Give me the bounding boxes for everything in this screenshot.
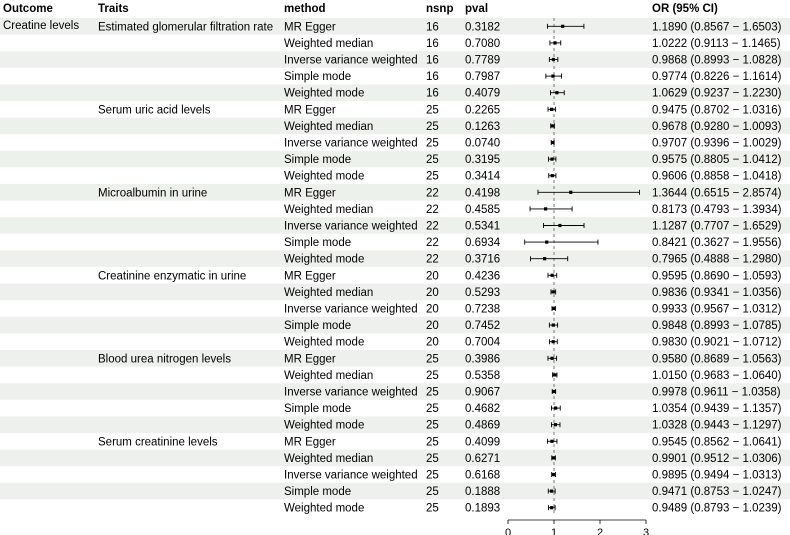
pval-value: 0.4236: [465, 270, 501, 283]
pval-value: 0.3414: [465, 170, 501, 183]
method-label: MR Egger: [284, 21, 336, 34]
header-outcome: Outcome: [3, 3, 53, 15]
point-estimate: [552, 340, 555, 343]
point-estimate: [544, 207, 547, 210]
pval-value: 0.1888: [465, 486, 501, 499]
outcome-label: Creatine levels: [3, 20, 80, 32]
method-label: Weighted median: [284, 37, 374, 50]
or-ci-value: 0.9606 (0.8858 − 1.0418): [652, 170, 782, 183]
trait-label: Creatinine enzymatic in urine: [98, 270, 247, 283]
header-nsnp: nsnp: [426, 3, 454, 15]
pval-value: 0.4682: [465, 403, 501, 416]
or-ci-value: 0.9678 (0.9280 − 1.0093): [652, 120, 782, 133]
method-label: Weighted mode: [284, 502, 365, 515]
pval-value: 0.6271: [465, 452, 501, 465]
point-estimate: [551, 274, 554, 277]
method-label: Weighted mode: [284, 170, 365, 183]
point-estimate: [550, 440, 553, 443]
nsnp-value: 25: [426, 502, 439, 515]
point-estimate: [569, 191, 572, 194]
pval-value: 0.5293: [465, 286, 501, 299]
method-label: Inverse variance weighted: [284, 386, 418, 399]
point-estimate: [550, 490, 553, 493]
x-axis: [505, 520, 649, 535]
pval-value: 0.2265: [465, 104, 501, 117]
point-estimate: [551, 124, 554, 127]
method-label: Weighted median: [284, 286, 374, 299]
method-label: Simple mode: [284, 237, 352, 250]
trait-label: Serum uric acid levels: [98, 104, 211, 117]
method-label: Weighted median: [284, 369, 374, 382]
column-headers: [3, 3, 718, 15]
method-label: Simple mode: [284, 403, 352, 416]
or-ci-value: 0.9830 (0.9021 − 1.0712): [652, 336, 782, 349]
method-label: MR Egger: [284, 270, 336, 283]
nsnp-value: 22: [426, 237, 439, 250]
or-ci-value: 0.9707 (0.9396 − 1.0029): [652, 137, 782, 150]
or-ci-value: 0.9545 (0.8562 − 1.0641): [652, 436, 782, 449]
method-label: Weighted median: [284, 203, 374, 216]
nsnp-value: 25: [426, 419, 439, 432]
point-estimate: [554, 407, 557, 410]
pval-value: 0.1263: [465, 120, 501, 133]
nsnp-value: 16: [426, 37, 439, 50]
nsnp-value: 25: [426, 137, 439, 150]
or-ci-value: 0.9836 (0.9341 − 1.0356): [652, 286, 782, 299]
method-label: Weighted mode: [284, 336, 365, 349]
tick-label: 3: [642, 527, 650, 535]
nsnp-value: 25: [426, 353, 439, 366]
pval-value: 0.6168: [465, 469, 501, 482]
point-estimate: [552, 290, 555, 293]
method-label: Weighted median: [284, 452, 374, 465]
or-ci-value: 0.9575 (0.8805 − 1.0412): [652, 154, 782, 167]
or-ci-value: 0.9868 (0.8993 − 1.0828): [652, 54, 782, 67]
nsnp-value: 16: [426, 54, 439, 67]
or-ci-value: 0.8173 (0.4793 − 1.3934): [652, 203, 782, 216]
header-pval: pval: [465, 3, 489, 15]
or-ci-value: 0.9595 (0.8690 − 1.0593): [652, 270, 782, 283]
nsnp-value: 20: [426, 336, 439, 349]
pval-value: 0.6934: [465, 237, 501, 250]
nsnp-value: 22: [426, 203, 439, 216]
pval-value: 0.7789: [465, 54, 501, 67]
or-ci-value: 0.9489 (0.8793 − 1.0239): [652, 502, 782, 515]
nsnp-value: 20: [426, 303, 439, 316]
point-estimate: [551, 141, 554, 144]
pval-value: 0.4198: [465, 187, 501, 200]
pval-value: 0.1893: [465, 502, 501, 515]
point-estimate: [551, 174, 554, 177]
trait-label: Serum creatinine levels: [98, 436, 218, 449]
header-or-ci: OR (95% CI): [652, 3, 718, 15]
or-ci-value: 1.0354 (0.9439 − 1.1357): [652, 403, 782, 416]
method-label: MR Egger: [284, 104, 336, 117]
pval-value: 0.4079: [465, 87, 501, 100]
nsnp-value: 16: [426, 87, 439, 100]
method-label: Simple mode: [284, 320, 352, 333]
pval-value: 0.5358: [465, 369, 501, 382]
nsnp-value: 22: [426, 187, 439, 200]
pval-value: 0.9067: [465, 386, 501, 399]
point-estimate: [550, 357, 553, 360]
pval-value: 0.7080: [465, 37, 501, 50]
method-label: MR Egger: [284, 436, 336, 449]
nsnp-value: 22: [426, 220, 439, 233]
pval-value: 0.4869: [465, 419, 501, 432]
nsnp-value: 25: [426, 154, 439, 167]
method-label: Simple mode: [284, 486, 352, 499]
pval-value: 0.3195: [465, 154, 501, 167]
point-estimate: [552, 473, 555, 476]
or-ci-value: 1.1890 (0.8567 − 1.6503): [652, 21, 782, 34]
nsnp-value: 25: [426, 120, 439, 133]
method-label: Weighted mode: [284, 419, 365, 432]
nsnp-value: 25: [426, 452, 439, 465]
trait-label: Blood urea nitrogen levels: [98, 353, 231, 366]
trait-label: Microalbumin in urine: [98, 187, 208, 200]
or-ci-value: 0.9978 (0.9611 − 1.0358): [652, 386, 781, 399]
nsnp-value: 25: [426, 403, 439, 416]
pval-value: 0.0740: [465, 137, 501, 150]
point-estimate: [543, 257, 546, 260]
pval-value: 0.3716: [465, 253, 501, 266]
nsnp-value: 16: [426, 21, 439, 34]
method-label: Weighted mode: [284, 253, 365, 266]
point-estimate: [550, 158, 553, 161]
or-ci-value: 1.0150 (0.9683 − 1.0640): [652, 369, 782, 382]
pval-value: 0.7987: [465, 71, 501, 84]
point-estimate: [550, 506, 553, 509]
point-estimate: [558, 224, 561, 227]
point-estimate: [545, 241, 548, 244]
nsnp-value: 22: [426, 253, 439, 266]
nsnp-value: 25: [426, 170, 439, 183]
method-label: Simple mode: [284, 71, 352, 84]
or-ci-value: 0.9580 (0.8689 − 1.0563): [652, 353, 782, 366]
or-ci-value: 0.8421 (0.3627 − 1.9556): [652, 237, 782, 250]
nsnp-value: 25: [426, 369, 439, 382]
point-estimate: [561, 25, 564, 28]
method-label: Inverse variance weighted: [284, 137, 418, 150]
method-label: Weighted median: [284, 120, 374, 133]
nsnp-value: 25: [426, 486, 439, 499]
method-label: Weighted mode: [284, 87, 365, 100]
method-label: Inverse variance weighted: [284, 303, 418, 316]
or-ci-value: 1.1287 (0.7707 − 1.6529): [652, 220, 782, 233]
or-ci-value: 1.3644 (0.6515 − 2.8574): [652, 187, 782, 200]
nsnp-value: 20: [426, 320, 439, 333]
nsnp-value: 25: [426, 436, 439, 449]
tick-label: 0: [504, 527, 512, 535]
method-label: Inverse variance weighted: [284, 220, 418, 233]
pval-value: 0.4099: [465, 436, 501, 449]
nsnp-value: 25: [426, 104, 439, 117]
or-ci-value: 0.9895 (0.9494 − 1.0313): [652, 469, 782, 482]
or-ci-value: 0.9848 (0.8993 − 1.0785): [652, 320, 782, 333]
method-label: Inverse variance weighted: [284, 54, 418, 67]
tick-label: 1: [550, 527, 558, 535]
nsnp-value: 16: [426, 71, 439, 84]
method-label: MR Egger: [284, 353, 336, 366]
method-label: Inverse variance weighted: [284, 469, 418, 482]
or-ci-value: 1.0629 (0.9237 − 1.2230): [652, 87, 782, 100]
point-estimate: [553, 373, 556, 376]
header-method: method: [284, 3, 326, 15]
or-ci-value: 0.9471 (0.8753 − 1.0247): [652, 486, 782, 499]
point-estimate: [552, 58, 555, 61]
header-traits: Traits: [98, 3, 129, 15]
point-estimate: [550, 108, 553, 111]
point-estimate: [555, 91, 558, 94]
method-label: MR Egger: [284, 187, 336, 200]
pval-value: 0.5341: [465, 220, 501, 233]
or-ci-value: 0.9774 (0.8226 − 1.1614): [652, 71, 782, 84]
point-estimate: [552, 456, 555, 459]
pval-value: 0.3986: [465, 353, 501, 366]
pval-value: 0.7238: [465, 303, 501, 316]
nsnp-value: 25: [426, 386, 439, 399]
tick-label: 2: [596, 527, 604, 535]
nsnp-value: 20: [426, 286, 439, 299]
trait-label: Estimated glomerular filtration rate: [98, 21, 274, 34]
or-ci-value: 0.9475 (0.8702 − 1.0316): [652, 104, 782, 117]
pval-value: 0.7452: [465, 320, 501, 333]
point-estimate: [553, 41, 556, 44]
point-estimate: [552, 390, 555, 393]
pval-value: 0.4585: [465, 203, 501, 216]
or-ci-value: 1.0328 (0.9443 − 1.1297): [652, 419, 782, 432]
point-estimate: [551, 75, 554, 78]
point-estimate: [552, 307, 555, 310]
or-ci-value: 1.0222 (0.9113 − 1.1465): [652, 37, 781, 50]
pval-value: 0.7004: [465, 336, 501, 349]
point-estimate: [552, 324, 555, 327]
or-ci-value: 0.9901 (0.9512 − 1.0306): [652, 452, 782, 465]
nsnp-value: 25: [426, 469, 439, 482]
or-ci-value: 0.7965 (0.4888 − 1.2980): [652, 253, 782, 266]
nsnp-value: 20: [426, 270, 439, 283]
point-estimate: [554, 423, 557, 426]
pval-value: 0.3182: [465, 21, 501, 34]
or-ci-value: 0.9933 (0.9567 − 1.0312): [652, 303, 782, 316]
method-label: Simple mode: [284, 154, 352, 167]
